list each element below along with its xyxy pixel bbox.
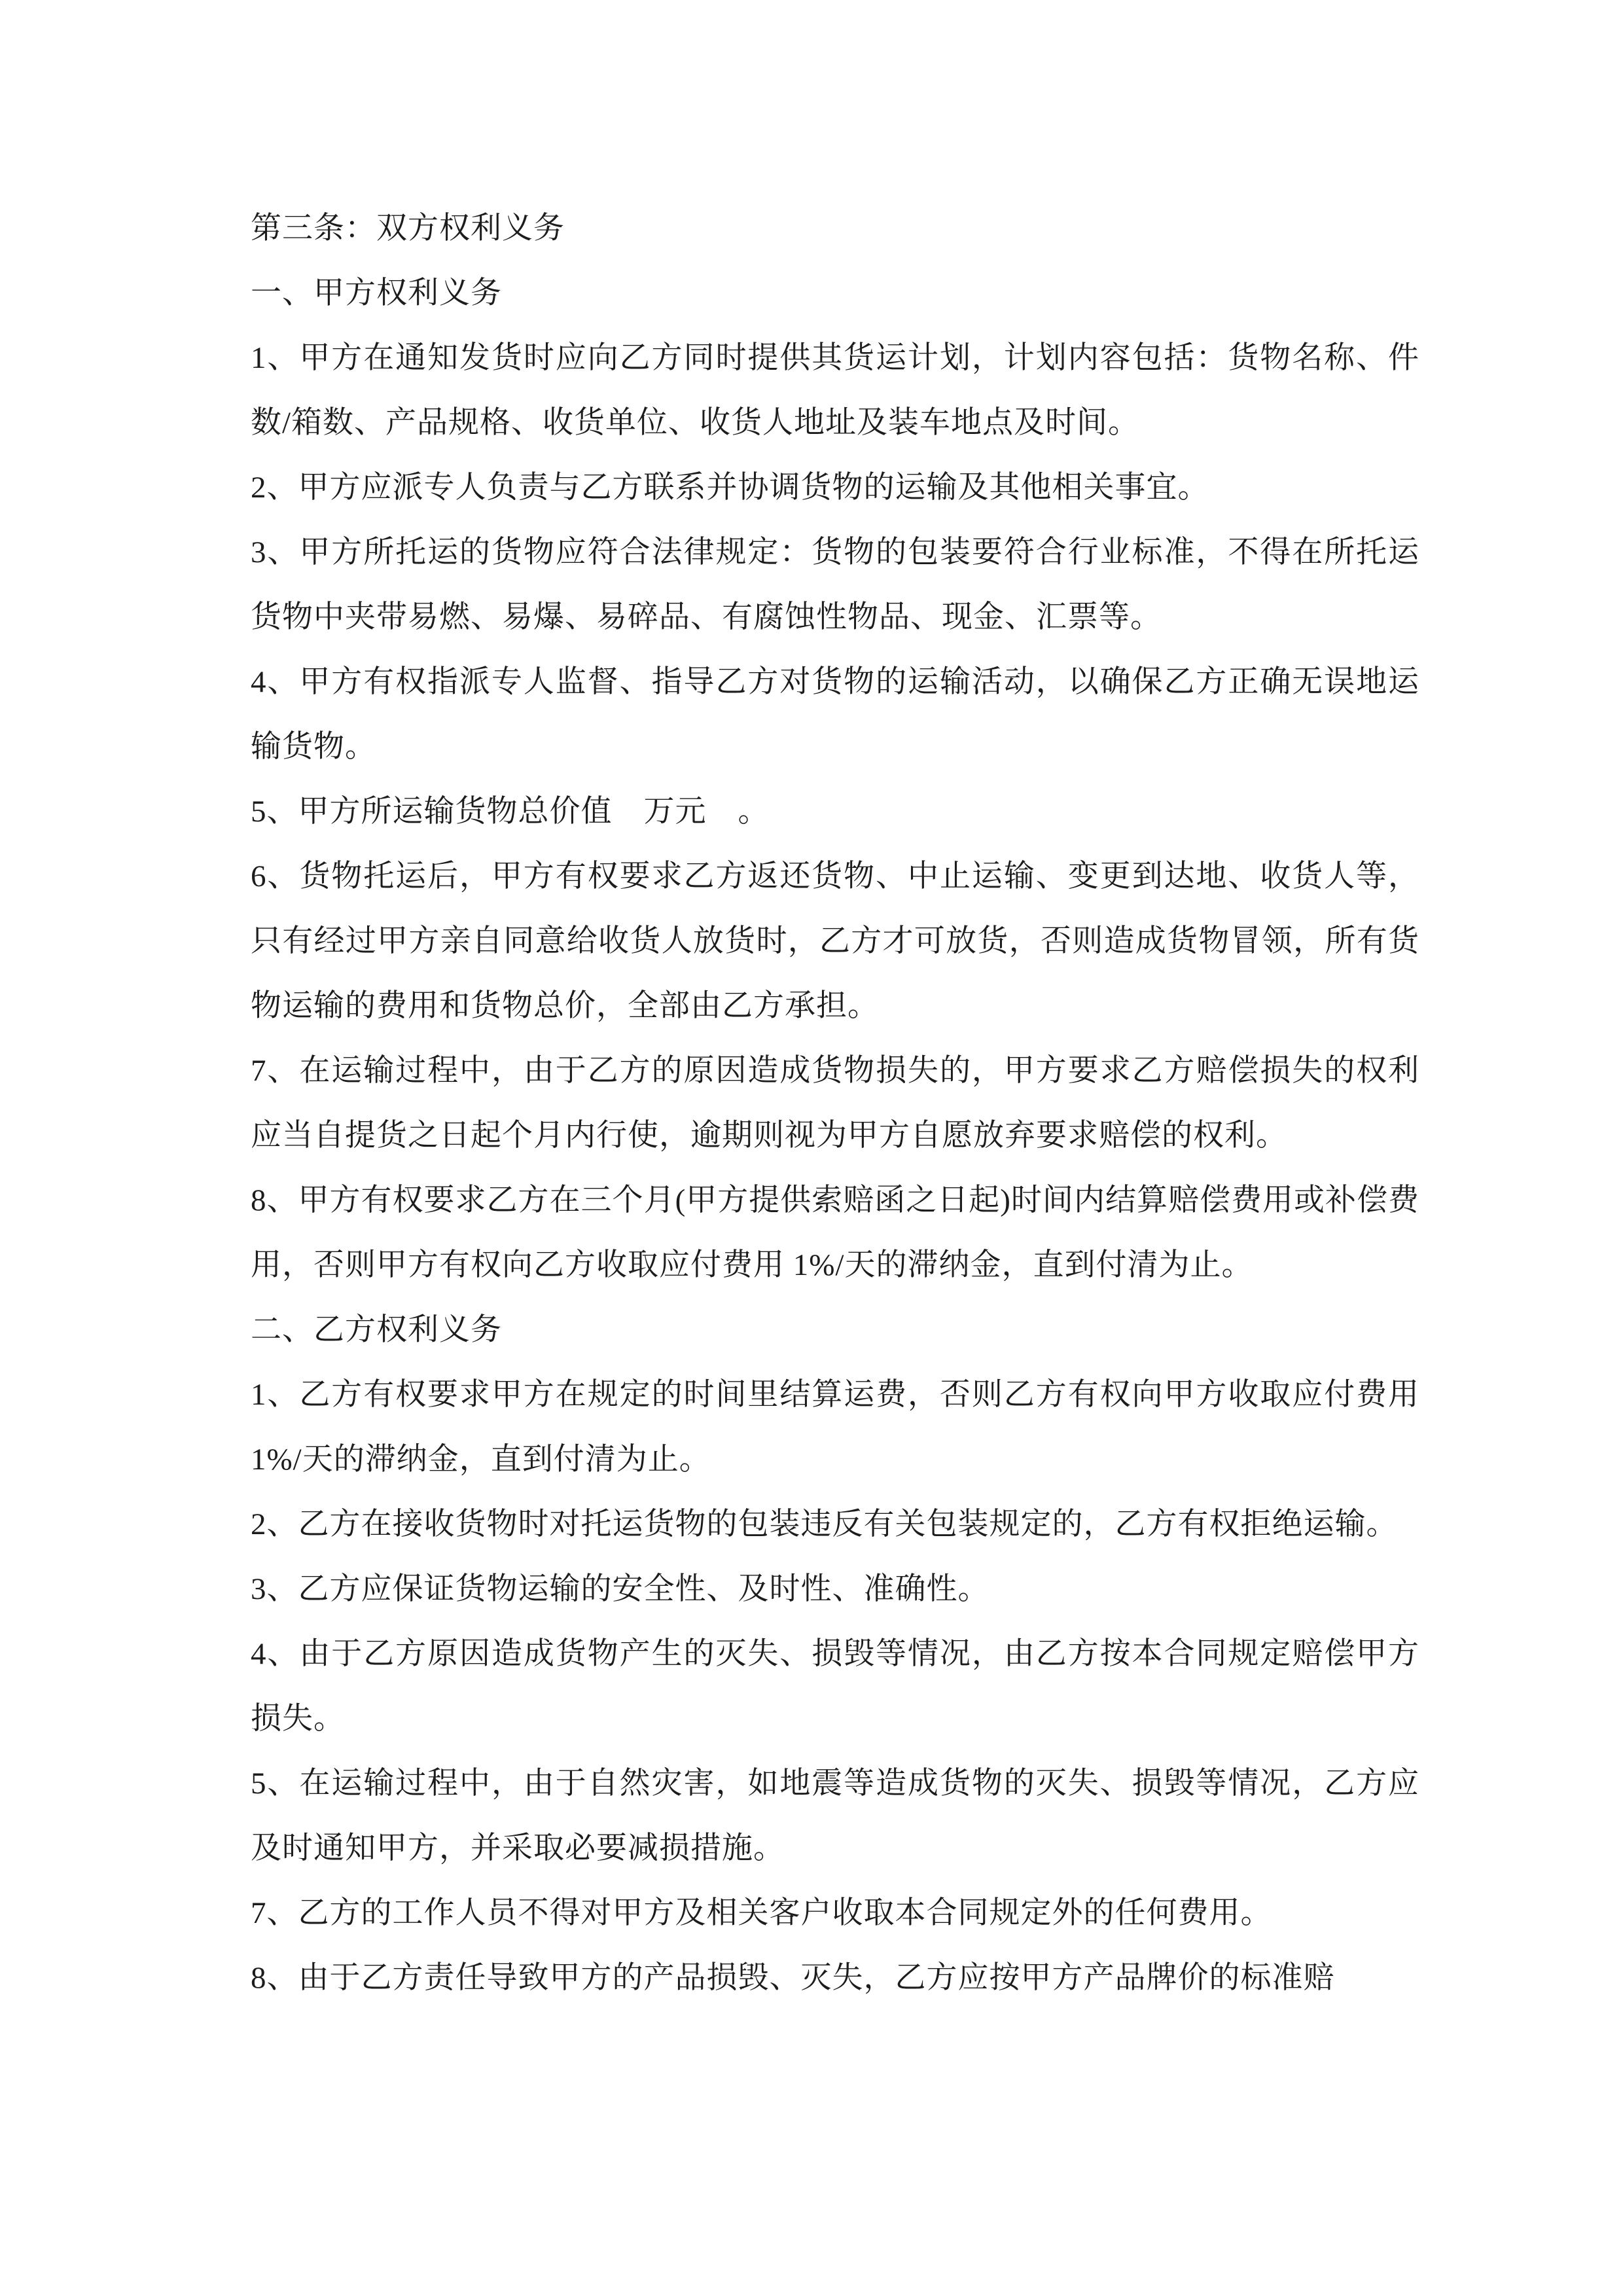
- party-a-clause-5: 5、甲方所运输货物总价值 万元 。: [251, 795, 770, 829]
- party-a-clause-7: 7、在运输过程中，由于乙方的原因造成货物损失的，甲方要求乙方赔偿损失的权利应当自提货之日起个月内行使，逾期则视为甲方自愿放弃要求赔偿的权利。: [251, 1054, 1419, 1153]
- article-3-heading: 第三条：双方权利义务: [251, 211, 565, 245]
- party-a-clause-6: 6、货物托运后，甲方有权要求乙方返还货物、中止运输、变更到达地、收货人等，只有经过甲方亲自同意给收货人放货时，乙方才可放货，否则造成货物冒领，所有货物运输的费用和货物总价，全部由乙方承担。: [251, 859, 1419, 1023]
- party-a-clause-1: 1、甲方在通知发货时应向乙方同时提供其货运计划，计划内容包括：货物名称、件数/箱数、产品规格、收货单位、收货人地址及装车地点及时间。: [251, 341, 1419, 440]
- party-a-clause-8: 8、甲方有权要求乙方在三个月(甲方提供索赔函之日起)时间内结算赔偿费用或补偿费用，否则甲方有权向乙方收取应付费用 1%/天的滞纳金，直到付清为止。: [251, 1183, 1419, 1282]
- party-b-clause-3: 3、乙方应保证货物运输的安全性、及时性、准确性。: [251, 1572, 990, 1606]
- party-b-clause-4: 4、由于乙方原因造成货物产生的灭失、损毁等情况，由乙方按本合同规定赔偿甲方损失。: [251, 1637, 1419, 1736]
- party-b-section-heading: 二、乙方权利义务: [251, 1313, 502, 1347]
- party-b-clause-7: 7、乙方的工作人员不得对甲方及相关客户收取本合同规定外的任何费用。: [251, 1896, 1272, 1930]
- party-b-clause-8: 8、由于乙方责任导致甲方的产品损毁、灭失，乙方应按甲方产品牌价的标准赔: [251, 1961, 1335, 1995]
- party-a-section-heading: 一、甲方权利义务: [251, 276, 502, 310]
- party-b-clause-5: 5、在运输过程中，由于自然灾害，如地震等造成货物的灭失、损毁等情况，乙方应及时通知甲方，并采取必要减损措施。: [251, 1767, 1419, 1865]
- party-a-clause-2: 2、甲方应派专人负责与乙方联系并协调货物的运输及其他相关事宜。: [251, 471, 1209, 505]
- party-a-clause-3: 3、甲方所托运的货物应符合法律规定：货物的包装要符合行业标准，不得在所托运货物中夹带易燃、易爆、易碎品、有腐蚀性物品、现金、汇票等。: [251, 535, 1419, 634]
- party-b-clause-2: 2、乙方在接收货物时对托运货物的包装违反有关包装规定的，乙方有权拒绝运输。: [251, 1507, 1398, 1541]
- party-b-clause-1: 1、乙方有权要求甲方在规定的时间里结算运费，否则乙方有权向甲方收取应付费用 1%/天的滞纳金，直到付清为止。: [251, 1378, 1419, 1477]
- party-a-clause-4: 4、甲方有权指派专人监督、指导乙方对货物的运输活动，以确保乙方正确无误地运输货物。: [251, 665, 1419, 764]
